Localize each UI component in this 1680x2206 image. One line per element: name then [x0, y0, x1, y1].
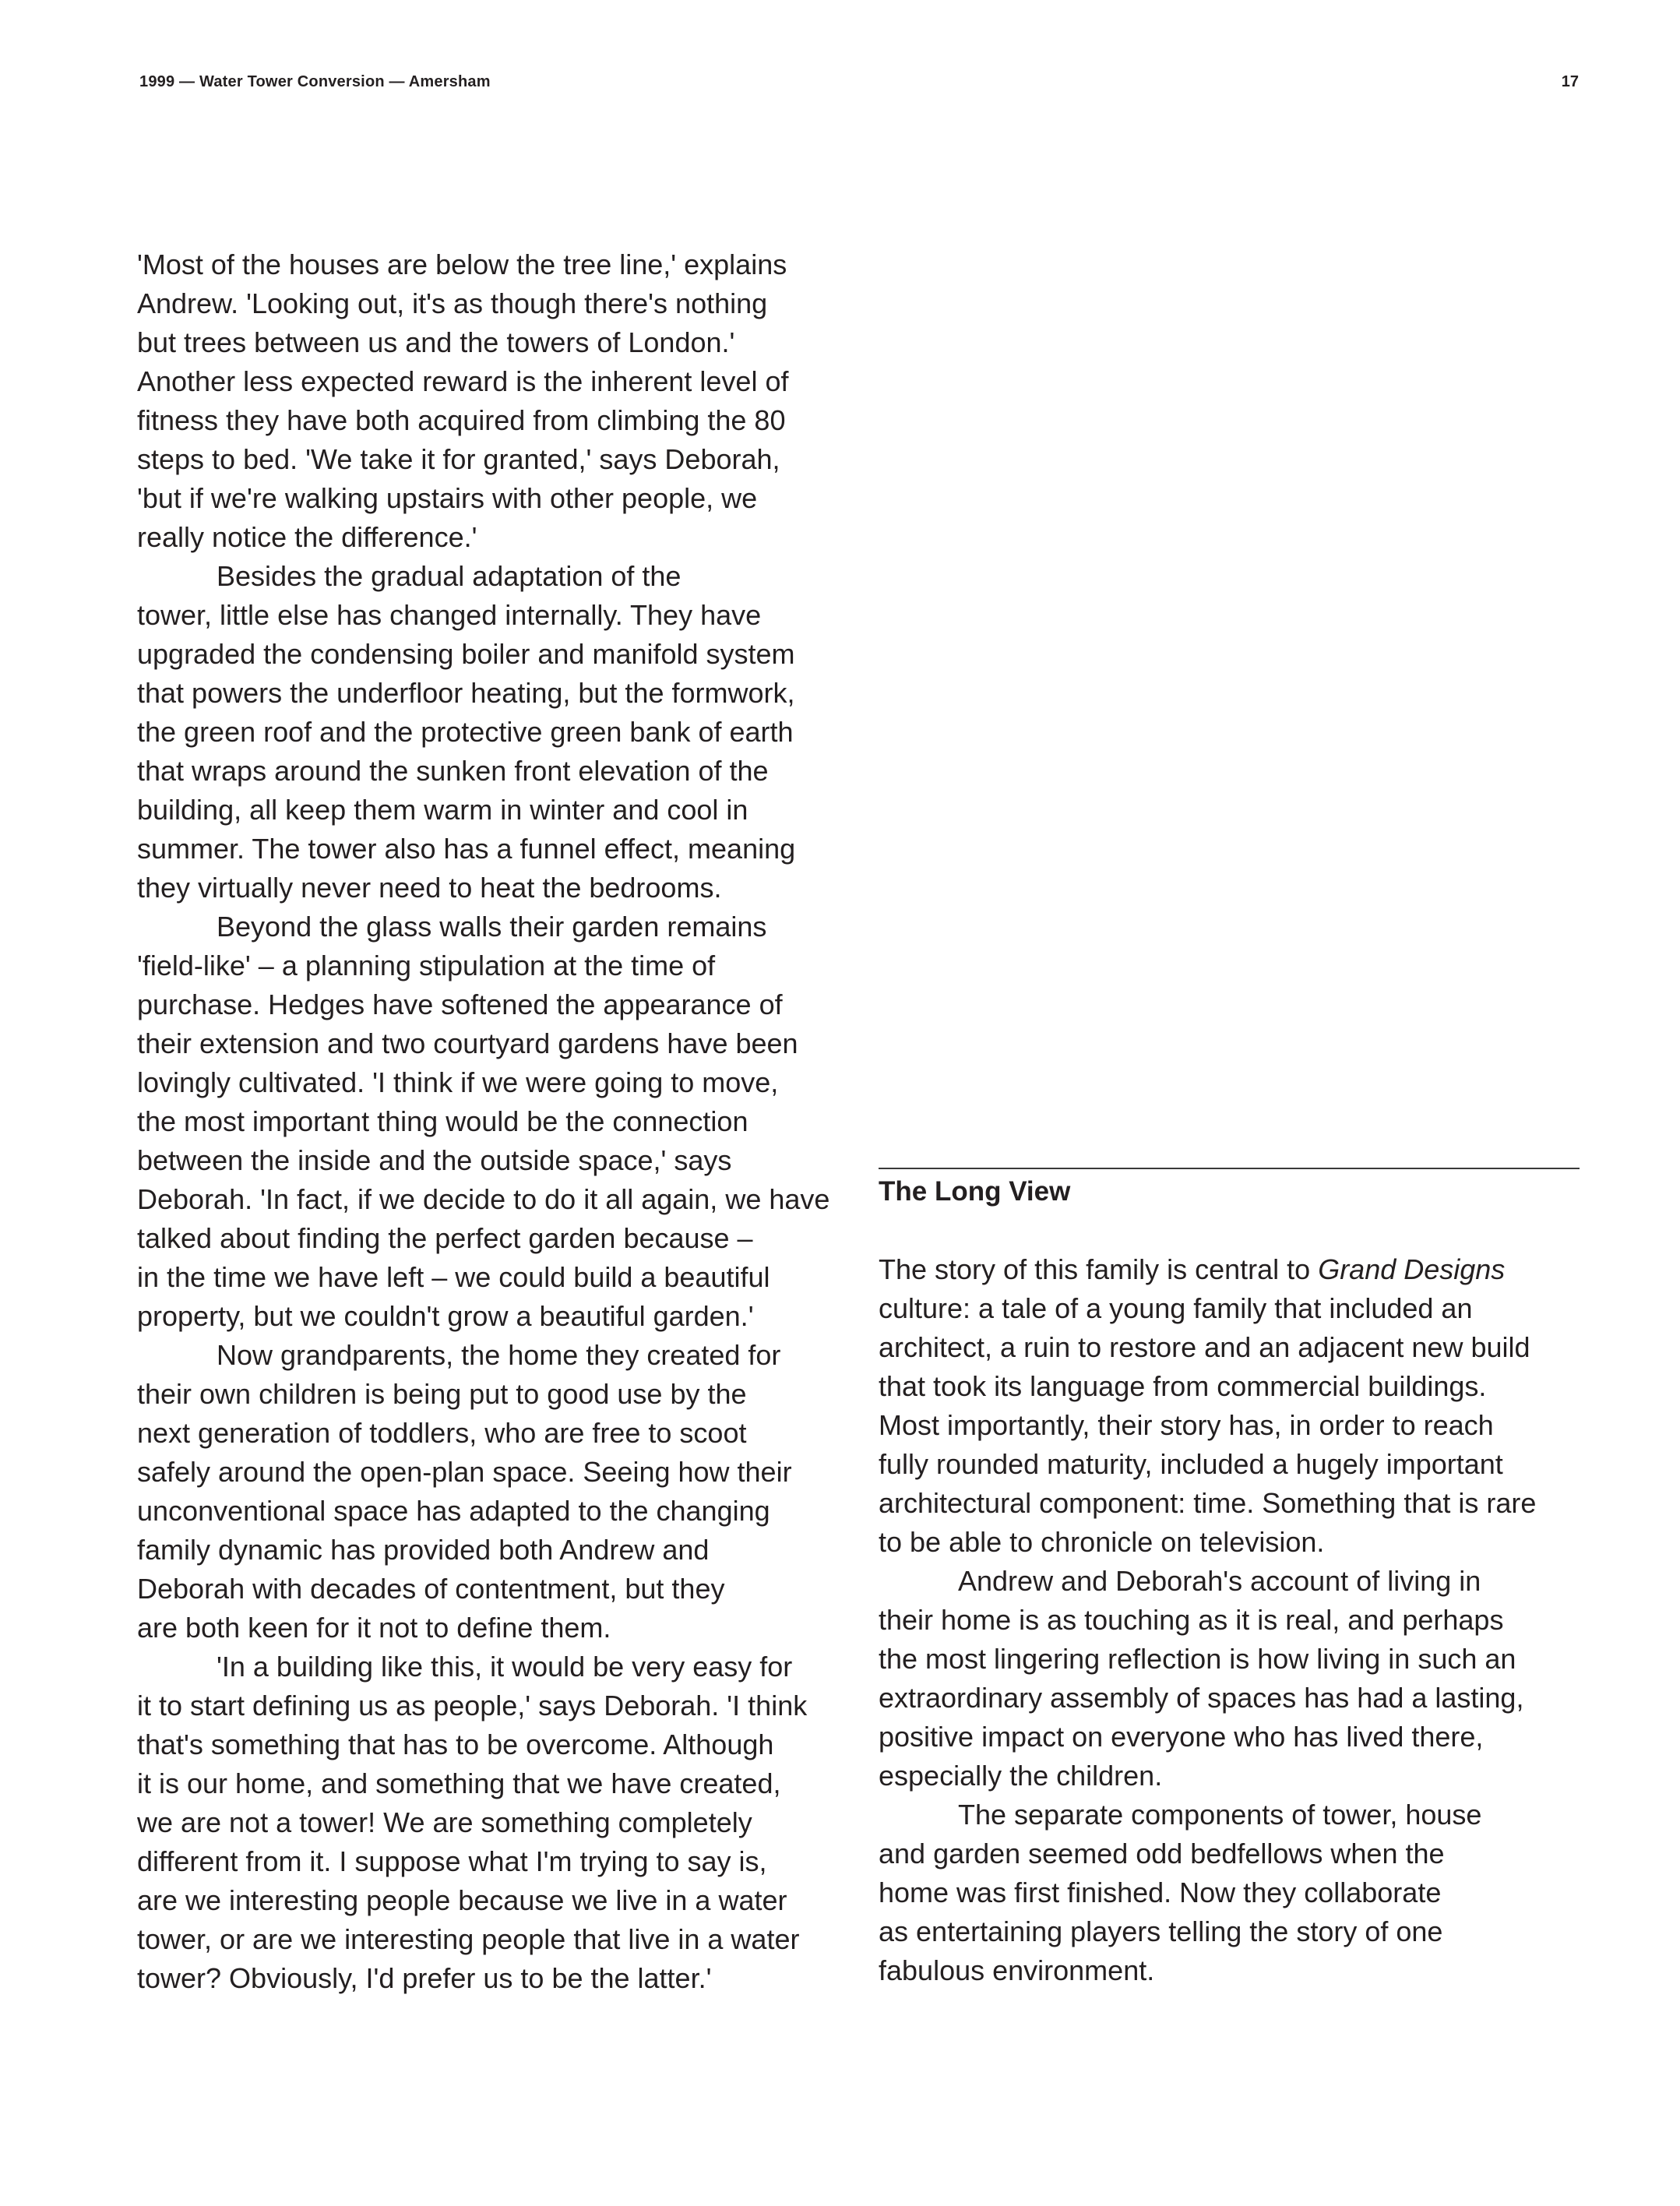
intro-text: The story of this family is central to [879, 1253, 1319, 1285]
page-number: 17 [1561, 73, 1579, 90]
body-paragraph: 'In a building like this, it would be very easy for it to start defining us as people,' says Deborah. 'I think that's something that has to be overcome. Although it is our home, and something that we have created, we are not a tower! We are something completely different from it. I suppose what I'm trying to say is, are we interesting people because we live in a water tower, or are we interesting people that live in a water tower? Obviously, I'd prefer us to be the latter.' [137, 1651, 808, 1994]
section-divider [879, 1168, 1580, 1169]
body-paragraph: The separate components of tower, house and garden seemed odd bedfellows when the home was first finished. Now they collaborate as entertaining players telling the story of one fabulous environment. [879, 1799, 1482, 1986]
body-paragraph: 'Most of the houses are below the tree line,' explains Andrew. 'Looking out, it's as though there's nothing but trees between us and the towers of London.' Another less expected reward is the inherent level of fitness they have both acquired from climbing the 80 steps to bed. 'We take it for granted,' says Deborah, 'but if we're walking upstairs with other people, we really notice the difference.' [137, 248, 789, 553]
running-head: 1999 — Water Tower Conversion — Amersham [139, 73, 491, 90]
section-heading: The Long View [879, 1176, 1071, 1207]
intro-text-continued: culture: a tale of a young family that included an architect, a ruin to restore and an adjacent new build that took its language from commercial buildings. Most importantly, their story has, in order to reach fully rounded maturity, included a hugely important architectural component: time. Something that is rare to be able to chronicle on television. [879, 1292, 1537, 1558]
body-paragraph: Andrew and Deborah's account of living in their home is as touching as it is real, and perhaps the most lingering reflection is how living in such an extraordinary assembly of spaces has had a lasting, positive impact on everyone who has lived there, especially the children. [879, 1565, 1524, 1792]
right-text-column [879, 1172, 1580, 1990]
body-paragraph: Now grandparents, the home they created for their own children is being put to good use by the next generation of toddlers, who are free to scoot safely around the open-plan space. Seeing how their unconventional space has adapted to the changing family dynamic has provided both Andrew and Deborah with decades of contentment, but they are both keen for it not to define them. [137, 1339, 792, 1644]
body-paragraph: Beyond the glass walls their garden remains 'field-like' – a planning stipulation at the time of purchase. Hedges have softened the appearance of their extension and two courtyard gardens have been lovingly cultivated. 'I think if we were going to move, the most important thing would be the connection between the inside and the outside space,' says Deborah. 'In fact, if we decide to do it all again, we have talked about finding the perfect garden because – in the time we have left – we could build a beautiful property, but we couldn't grow a beautiful garden.' [137, 911, 830, 1332]
left-text-column [137, 245, 846, 1998]
body-paragraph: Besides the gradual adaptation of the tower, little else has changed internally. They have upgraded the condensing boiler and manifold system that powers the underfloor heating, but the formwork, the green roof and the protective green bank of earth that wraps around the sunken front elevation of the building, all keep them warm in winter and cool in summer. The tower also has a funnel effect, meaning they virtually never need to heat the bedrooms. [137, 560, 796, 904]
programme-title: Grand Designs [1318, 1253, 1506, 1285]
body-paragraph [879, 1250, 1580, 1562]
